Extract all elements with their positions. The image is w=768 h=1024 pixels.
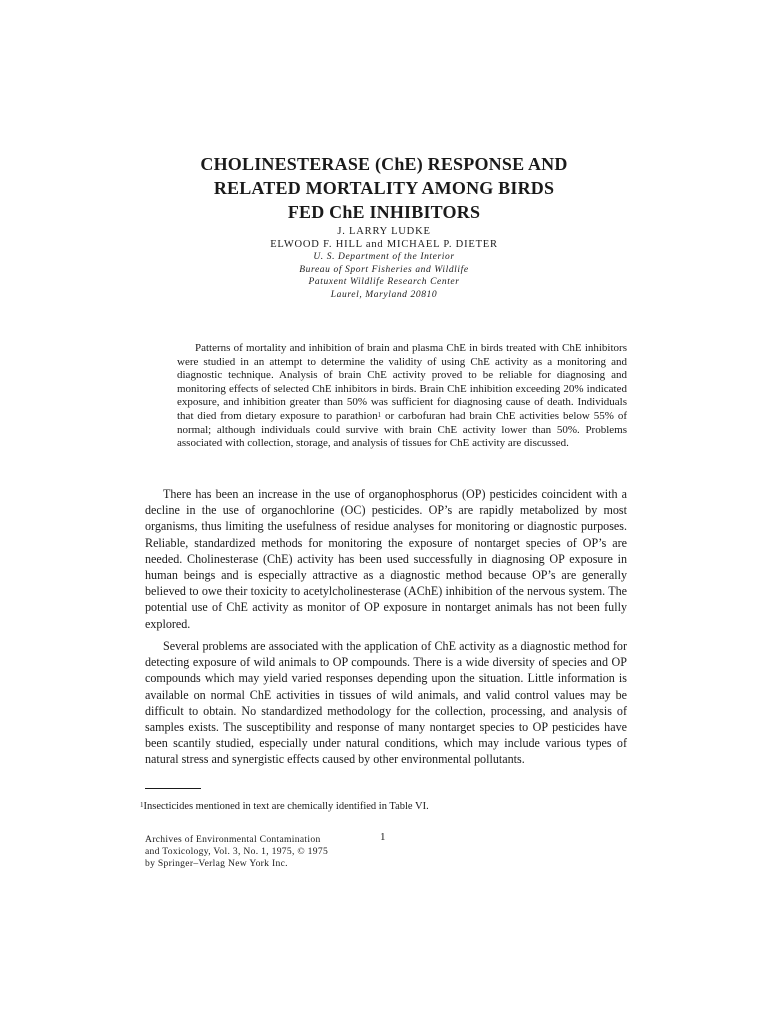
journal-line-1: Archives of Environmental Contamination — [145, 834, 321, 845]
journal-line-3: by Springer–Verlag New York Inc. — [145, 858, 288, 870]
journal-citation — [145, 834, 328, 871]
affiliation-line-3: Patuxent Wildlife Research Center — [308, 277, 460, 287]
author-line-2: ELWOOD F. HILL and MICHAEL P. DIETER — [270, 238, 498, 250]
footnote-text: Insecticides mentioned in text are chemically identified in Table VI. — [143, 801, 429, 812]
article-title — [150, 152, 618, 224]
journal-line-2: and Toxicology, Vol. 3, No. 1, 1975, © 1975 — [145, 846, 329, 858]
affiliation-line-4: Laurel, Maryland 20810 — [330, 289, 438, 300]
author-block — [200, 226, 568, 301]
page-number: 1 — [380, 831, 386, 843]
title-line-2: RELATED MORTALITY AMONG BIRDS — [213, 178, 555, 198]
abstract — [177, 342, 627, 451]
footnote-marker: 1 — [377, 410, 382, 419]
title-line-3: FED ChE INHIBITORS — [287, 202, 481, 222]
title-line-1: CHOLINESTERASE (ChE) RESPONSE AND — [200, 154, 568, 174]
body-paragraph-2 — [145, 638, 627, 768]
abstract-text-part-1: Patterns of mortality and inhibition of brain and plasma ChE in birds treated with ChE inhibitors were studied in an attempt to determine the validity of using ChE activity as a monitoring and diagnostic technique. Analysis of brain ChE activity proved to be reliable for diagnosing and monitoring effects of selected ChE inhibitors in birds. Brain ChE inhibition exceeding 20% indicated exposure, and inhibition greater than 50% was sufficient for diagnosing cause of death. Individuals that died from dietary exposure to parathion — [177, 342, 627, 422]
body-paragraph-1 — [145, 486, 627, 632]
body-paragraph-2-text: Several problems are associated with the application of ChE activity as a diagnostic method for detecting exposure of wild animals to OP compounds. There is a wide diversity of species and OP compounds which may yield varied responses depending upon the situation. Little information is available on normal ChE activities in tissues of wild animals, and valid control values may be difficult to obtain. No standardized methodology for the collection, processing, and analysis of samples exists. The susceptibility and response of many nontarget species to OP pesticides have been scantily studied, especially under natural conditions, which may include various types of natural stress and synergistic effects caused by other environmental pollutants. — [145, 639, 627, 767]
footnote — [140, 800, 429, 813]
author-line-1: J. LARRY LUDKE — [337, 226, 431, 237]
footnote-number: 1 — [140, 801, 144, 809]
body-paragraph-1-text: There has been an increase in the use of organophosphorus (OP) pesticides coincident with a decline in the use of organochlorine (OC) pesticides. OP’s are rapidly metabolized by most organisms, thus limiting the usefulness of residue analyses for monitoring or diagnostic purposes. Reliable, standardized methods for monitoring the exposure of nontarget species of OP’s are needed. Cholinesterase (ChE) activity has been used successfully in diagnosing OP exposure in human beings and is especially attractive as a diagnostic method because OP’s are generally believed to owe their toxicity to acetylcholinesterase (AChE) inhibition of the nervous system. The potential use of ChE activity as monitor of OP exposure in nontarget animals has not been fully explored. — [145, 487, 627, 631]
footnote-divider — [145, 788, 201, 789]
affiliation-line-2: Bureau of Sport Fisheries and Wildlife — [299, 264, 469, 275]
affiliation-line-1: U. S. Department of the Interior — [313, 252, 455, 262]
abstract-text-part-2: or carbofuran had brain ChE activities below 55% of normal; although individuals could survive with brain ChE activity lower than 50%. Problems associated with collection, storage, and analysis of tissues for ChE activity are discussed. — [177, 409, 627, 450]
abstract-paragraph — [177, 342, 627, 451]
